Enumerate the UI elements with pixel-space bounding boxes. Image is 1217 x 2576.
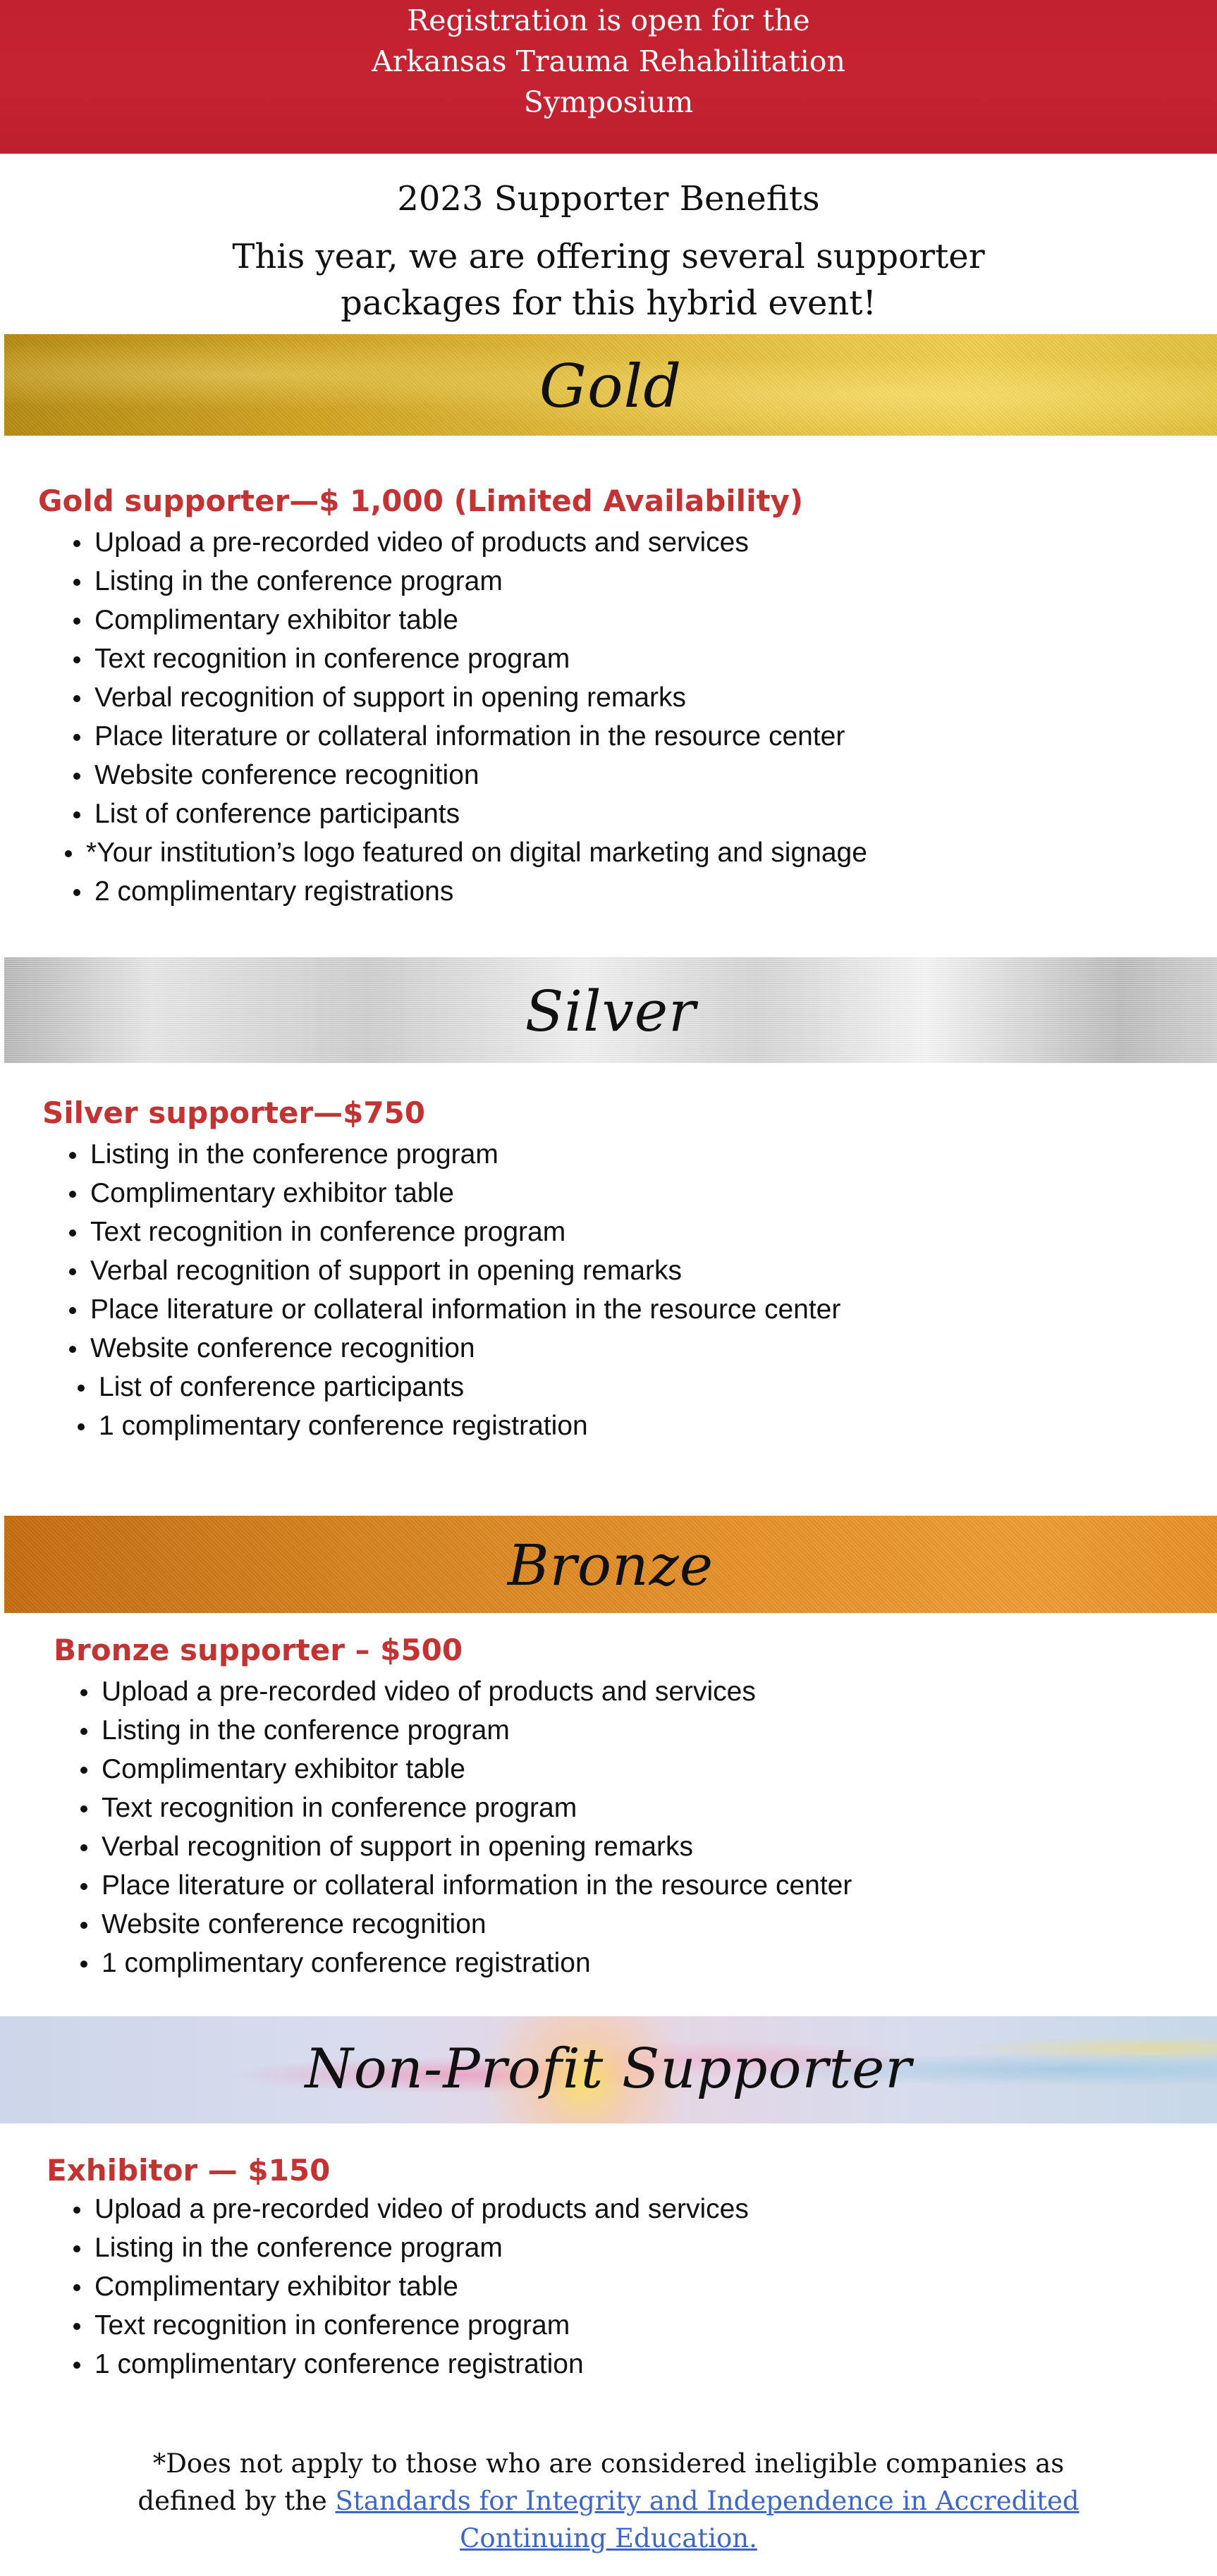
- list-item: Complimentary exhibitor table: [63, 1174, 840, 1213]
- page-title: 2023 Supporter Benefits: [397, 179, 820, 219]
- silver-benefits-list: [63, 1135, 840, 1445]
- list-item: Listing in the conference program: [68, 2228, 749, 2267]
- registration-banner: [0, 0, 1217, 154]
- banner-line-3: Symposium: [523, 85, 694, 119]
- footnote-prefix: defined by the: [137, 2486, 336, 2516]
- list-item: Verbal recognition of support in opening remarks: [65, 1827, 852, 1866]
- nonprofit-benefits-list: [68, 2190, 749, 2384]
- gold-band-label: Gold: [539, 352, 683, 421]
- bronze-band: [4, 1516, 1217, 1613]
- nonprofit-band-label: Non-Profit Supporter: [305, 2037, 912, 2101]
- standards-link[interactable]: Standards for Integrity and Independence in Accredited: [335, 2486, 1080, 2516]
- bronze-benefits-list: [65, 1672, 852, 1982]
- list-item: Place literature or collateral information in the resource center: [58, 717, 867, 756]
- list-item: Verbal recognition of support in opening remarks: [58, 678, 867, 717]
- list-item: Listing in the conference program: [63, 1135, 840, 1174]
- silver-band-label: Silver: [525, 979, 697, 1044]
- silver-heading: Silver supporter—$750: [42, 1096, 426, 1130]
- bronze-band-label: Bronze: [507, 1533, 714, 1598]
- list-item: Website conference recognition: [58, 756, 867, 795]
- list-item: Upload a pre-recorded video of products and services: [58, 523, 867, 562]
- list-item: Place literature or collateral information in the resource center: [63, 1290, 840, 1329]
- nonprofit-heading: Exhibitor — $150: [47, 2153, 331, 2188]
- gold-benefits-list: [58, 523, 867, 911]
- list-item: Website conference recognition: [65, 1905, 852, 1944]
- list-item: Upload a pre-recorded video of products and services: [65, 1672, 852, 1711]
- list-item: Listing in the conference program: [58, 562, 867, 601]
- list-item: 1 complimentary conference registration: [68, 2345, 749, 2384]
- list-item: Complimentary exhibitor table: [68, 2267, 749, 2306]
- gold-heading: Gold supporter—$ 1,000 (Limited Availability): [38, 484, 804, 518]
- intro-subtitle-1: This year, we are offering several supporter: [232, 237, 985, 276]
- banner-line-1: Registration is open for the: [407, 4, 810, 37]
- intro-subtitle-2: packages for this hybrid event!: [341, 283, 876, 323]
- list-item: Complimentary exhibitor table: [65, 1750, 852, 1789]
- bronze-heading: Bronze supporter – $500: [54, 1633, 463, 1667]
- list-item: Place literature or collateral information in the resource center: [65, 1866, 852, 1905]
- gold-band: [4, 334, 1217, 436]
- list-item: Text recognition in conference program: [58, 639, 867, 678]
- list-item: List of conference participants: [58, 795, 867, 833]
- list-item: List of conference participants: [63, 1368, 840, 1406]
- list-item: 1 complimentary conference registration: [63, 1406, 840, 1445]
- footnote-line-1: *Does not apply to those who are considered ineligible companies as: [152, 2448, 1065, 2479]
- list-item: Verbal recognition of support in opening remarks: [63, 1251, 840, 1290]
- footnote-line-3: [0, 2520, 1217, 2557]
- silver-band: [4, 957, 1217, 1063]
- list-item: Complimentary exhibitor table: [58, 601, 867, 639]
- list-item: 1 complimentary conference registration: [65, 1944, 852, 1982]
- nonprofit-band: [0, 2016, 1217, 2123]
- list-item: *Your institution’s logo featured on digital marketing and signage: [58, 833, 867, 872]
- list-item: Text recognition in conference program: [65, 1789, 852, 1827]
- footnote-line-2: [0, 2482, 1217, 2520]
- list-item: Text recognition in conference program: [63, 1213, 840, 1251]
- list-item: Upload a pre-recorded video of products and services: [68, 2190, 749, 2228]
- list-item: Website conference recognition: [63, 1329, 840, 1368]
- banner-line-2: Arkansas Trauma Rehabilitation: [372, 44, 845, 78]
- list-item: 2 complimentary registrations: [58, 872, 867, 911]
- list-item: Text recognition in conference program: [68, 2306, 749, 2345]
- standards-link-continued[interactable]: Continuing Education.: [460, 2523, 757, 2553]
- list-item: Listing in the conference program: [65, 1711, 852, 1750]
- footnote: [0, 2445, 1217, 2557]
